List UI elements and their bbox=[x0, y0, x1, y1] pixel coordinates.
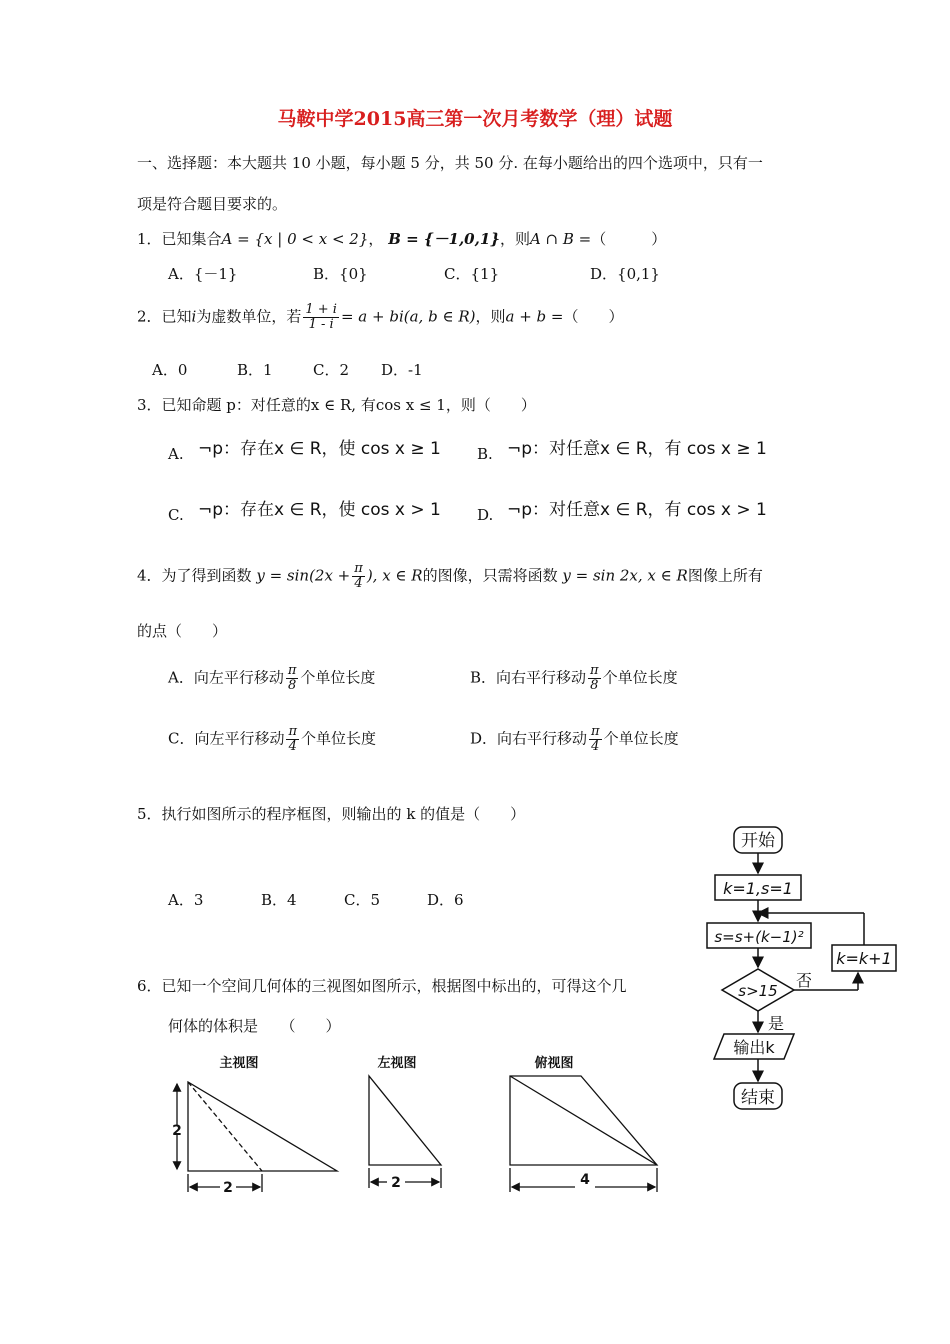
question-3: 3．已知命题 p：对任意的x ∈ R, 有cos x ≤ 1，则（ ） bbox=[137, 396, 536, 414]
question-6-line2: 何体的体积是 （ ） bbox=[168, 1017, 341, 1035]
section-intro-line2: 项是符合题目要求的。 bbox=[137, 195, 288, 213]
q1-set-b: B = {－1,0,1} bbox=[388, 230, 500, 248]
q3-option-c-letter: C. bbox=[168, 506, 184, 524]
fc-output-label: 输出k bbox=[733, 1038, 775, 1057]
q4-option-c bbox=[168, 725, 376, 754]
question-4 bbox=[137, 562, 763, 591]
page-title: 马鞍中学2015高三第一次月考数学（理）试题 bbox=[277, 108, 673, 130]
q5-option-d: D．6 bbox=[427, 891, 464, 909]
q2-fraction bbox=[303, 303, 339, 332]
program-flowchart bbox=[690, 815, 915, 1120]
q4-option-d bbox=[470, 725, 679, 754]
q3-option-b-text: ¬p：对任意x ∈ R，有 cos x ≥ 1 bbox=[507, 439, 767, 459]
q4-option-b-frac bbox=[588, 664, 601, 693]
q1-expr: A ∩ B = bbox=[529, 230, 592, 248]
question-1 bbox=[137, 229, 666, 249]
q4-option-b-num: π bbox=[590, 663, 599, 678]
q3-option-d-letter: D. bbox=[477, 506, 494, 524]
side-view-width: 2 bbox=[391, 1175, 401, 1191]
q1-option-a: A．{－1} bbox=[168, 265, 238, 283]
q2-option-c: C．2 bbox=[313, 361, 350, 379]
q4-option-b-den: 8 bbox=[590, 678, 599, 693]
q2-frac-num: 1 + i bbox=[305, 302, 337, 317]
q3-option-a-text: ¬p：存在x ∈ R，使 cos x ≥ 1 bbox=[198, 439, 441, 459]
q4-option-c-post: 个单位长度 bbox=[301, 729, 377, 748]
front-view-title: 主视图 bbox=[219, 1056, 259, 1071]
q4-option-c-num: π bbox=[288, 724, 298, 739]
q4-option-a-frac bbox=[286, 664, 299, 693]
question-5: 5．执行如图所示的程序框图，则输出的 k 的值是（ ） bbox=[137, 805, 526, 823]
q2-option-d: D．-1 bbox=[381, 361, 423, 379]
fc-end-label: 结束 bbox=[741, 1088, 775, 1108]
q2-i: i bbox=[191, 307, 197, 326]
q5-option-c: C．5 bbox=[344, 891, 381, 909]
q1-sep: ， bbox=[368, 230, 384, 248]
q2-eq: = a + bi(a, b ∈ R) bbox=[340, 307, 476, 326]
fc-yes-label: 是 bbox=[767, 1014, 785, 1033]
front-view-dashed bbox=[188, 1082, 262, 1171]
top-view-diagonal bbox=[510, 1076, 657, 1165]
section-intro-line1: 一、选择题：本大题共 10 小题，每小题 5 分，共 50 分. 在每小题给出的四个选项中，只有一 bbox=[137, 154, 763, 172]
q1-stem-b: ，则 bbox=[499, 230, 530, 248]
front-view-height: 2 bbox=[172, 1123, 182, 1139]
q4-option-d-num: π bbox=[591, 724, 600, 739]
q3-option-d-text: ¬p：对任意x ∈ R，有 cos x > 1 bbox=[507, 500, 767, 520]
top-view-width: 4 bbox=[580, 1172, 590, 1188]
q4-option-c-pre: C．向左平行移动 bbox=[168, 729, 285, 748]
q4-option-b-post: 个单位长度 bbox=[602, 668, 678, 687]
question-2 bbox=[137, 303, 624, 332]
q4-option-a-num: π bbox=[287, 663, 297, 678]
q4-option-d-pre: D．向右平行移动 bbox=[470, 729, 588, 748]
q4-frac-den: 4 bbox=[354, 576, 363, 591]
q3-option-a-letter: A. bbox=[168, 445, 184, 463]
top-view-title: 俯视图 bbox=[534, 1056, 574, 1071]
q4-option-d-den: 4 bbox=[591, 739, 600, 754]
q4-func2: y = sin 2x, x ∈ R bbox=[562, 566, 688, 585]
q1-stem-a: 1．已知集合 bbox=[137, 230, 222, 248]
q5-option-a: A．3 bbox=[168, 891, 204, 909]
q1-option-c: C．{1} bbox=[444, 265, 500, 283]
fc-update-label: s=s+(k−1)² bbox=[714, 928, 804, 946]
q4-option-c-frac bbox=[286, 725, 299, 754]
q3-option-b-letter: B. bbox=[477, 445, 493, 463]
fc-cond-label: s>15 bbox=[738, 982, 778, 1000]
q4-stem-b: 的图像，只需将函数 bbox=[422, 566, 558, 585]
q4-option-a bbox=[168, 664, 375, 693]
fc-no-label: 否 bbox=[795, 971, 813, 990]
fc-init-label: k=1,s=1 bbox=[723, 879, 793, 898]
q4-option-c-den: 4 bbox=[288, 739, 297, 754]
q4-stem-a: 4．为了得到函数 bbox=[137, 566, 252, 585]
q1-option-d: D．{0,1} bbox=[590, 265, 660, 283]
q4-func1-a: y = sin(2x + bbox=[256, 566, 351, 585]
q4-option-a-den: 8 bbox=[287, 678, 297, 693]
q3-option-c-text: ¬p：存在x ∈ R，使 cos x > 1 bbox=[198, 500, 441, 520]
q1-set-a: A = {x | 0 < x < 2} bbox=[221, 230, 369, 248]
q4-option-d-frac bbox=[589, 725, 602, 754]
q1-paren: （ ） bbox=[591, 230, 667, 248]
fc-start-label: 开始 bbox=[741, 831, 775, 851]
front-view-triangle bbox=[188, 1082, 337, 1171]
q2-option-b: B．1 bbox=[237, 361, 273, 379]
side-view-title: 左视图 bbox=[377, 1056, 417, 1071]
q4-stem-c: 图像上所有 bbox=[687, 566, 763, 585]
three-views-figure bbox=[160, 1050, 680, 1205]
q2-option-a: A．0 bbox=[152, 361, 188, 379]
q4-func1-frac bbox=[352, 562, 365, 591]
q4-option-b bbox=[470, 664, 678, 693]
q2-stem-c: ，则 bbox=[475, 307, 506, 326]
q2-stem-a: 2．已知 bbox=[137, 307, 192, 326]
q4-option-a-post: 个单位长度 bbox=[300, 668, 376, 687]
q4-line2: 的点（ ） bbox=[137, 622, 228, 640]
front-view-width: 2 bbox=[223, 1180, 233, 1196]
q5-option-b: B．4 bbox=[261, 891, 297, 909]
q1-option-b: B．{0} bbox=[313, 265, 368, 283]
fc-inc-label: k=k+1 bbox=[836, 949, 892, 968]
q2-expr: a + b = bbox=[505, 307, 564, 326]
q2-stem-b: 为虚数单位，若 bbox=[196, 307, 302, 326]
question-6-line1: 6．已知一个空间几何体的三视图如图所示，根据图中标出的，可得这个几 bbox=[137, 977, 627, 995]
q2-paren: （ ） bbox=[563, 307, 624, 326]
q4-frac-num: π bbox=[354, 561, 363, 576]
q4-func1-b: ), x ∈ R bbox=[366, 566, 423, 585]
q2-frac-den: 1 - i bbox=[308, 317, 334, 332]
q4-option-d-post: 个单位长度 bbox=[603, 729, 679, 748]
q4-option-a-pre: A．向左平行移动 bbox=[168, 668, 284, 687]
side-view-triangle bbox=[369, 1076, 441, 1165]
q4-option-b-pre: B．向右平行移动 bbox=[470, 668, 587, 687]
